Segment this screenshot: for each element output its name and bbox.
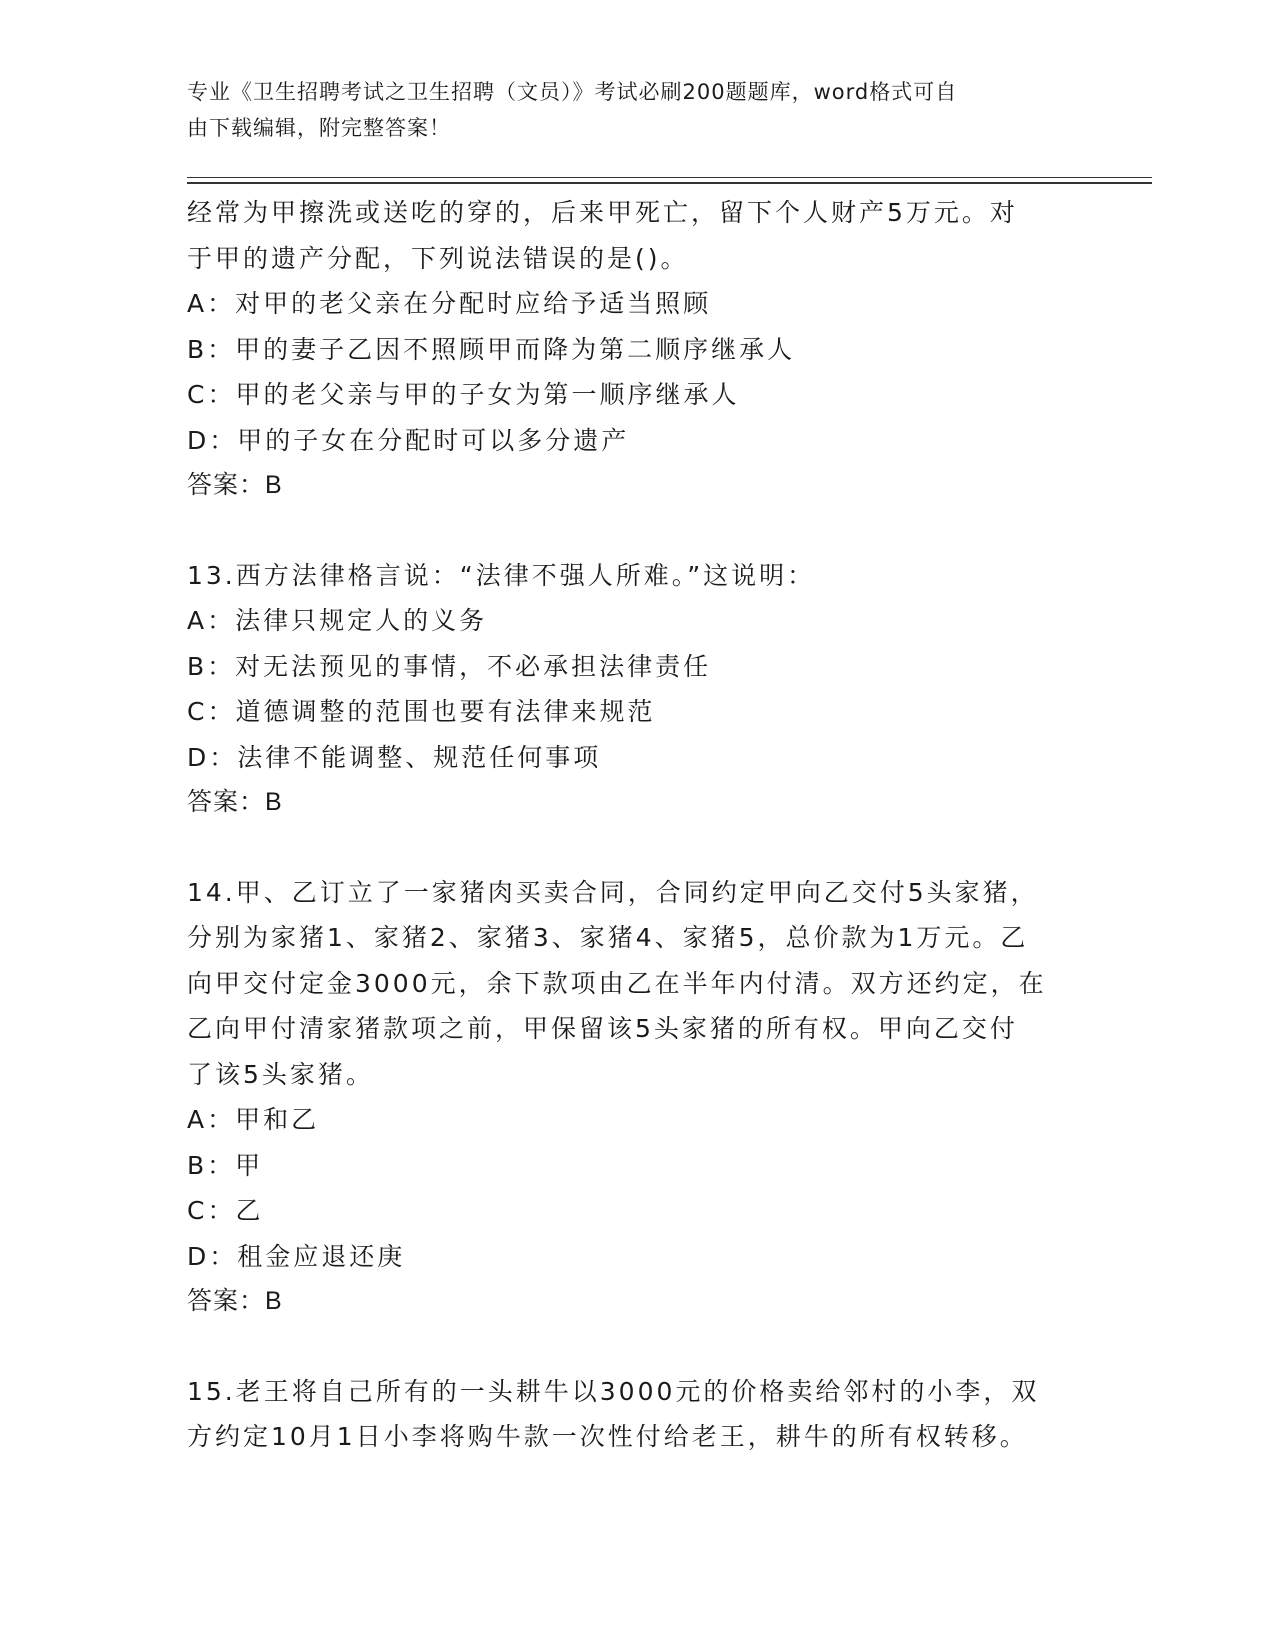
question-stem-line: 经常为甲擦洗或送吃的穿的，后来甲死亡，留下个人财产5万元。对 (187, 198, 1018, 227)
question-stem-line: 了该5头家猪。 (187, 1059, 374, 1089)
question-stem-line: 14.甲、乙订立了一家猪肉买卖合同，合同约定甲向乙交付5头家猪， (187, 877, 1039, 907)
answer-label: 答案：B (187, 1287, 283, 1315)
option-c: C：道德调整的范围也要有法律来规范 (187, 697, 656, 726)
option-b: B：甲的妻子乙因不照顾甲而降为第二顺序继承人 (187, 334, 796, 364)
question-stem-line: 13.西方法律格言说：“法律不强人所难。”这说明： (187, 560, 816, 590)
header-divider-thin (187, 177, 1152, 178)
question-stem-line: 方约定10月1日小李将购牛款一次性付给老王，耕牛的所有权转移。 (187, 1422, 1028, 1451)
document-header (187, 74, 1067, 146)
option-d: D：租金应退还庚 (187, 1241, 406, 1271)
header-line-1: 专业《卫生招聘考试之卫生招聘（文员）》考试必刷200题题库，word格式可自 (187, 80, 958, 104)
option-a: A：对甲的老父亲在分配时应给予适当照顾 (187, 289, 712, 318)
option-c: C：甲的老父亲与甲的子女为第一顺序继承人 (187, 380, 740, 409)
question-15 (187, 1369, 1087, 1460)
option-a: A：法律只规定人的义务 (187, 606, 488, 635)
question-13 (187, 553, 1087, 826)
question-stem-line: 向甲交付定金3000元，余下款项由乙在半年内付清。双方还约定，在 (187, 968, 1047, 998)
question-stem-line: 乙向甲付清家猪款项之前，甲保留该5头家猪的所有权。甲向乙交付 (187, 1014, 1018, 1043)
option-d: D：法律不能调整、规范任何事项 (187, 742, 602, 772)
answer-label: 答案：B (187, 471, 283, 499)
document-body (187, 190, 1087, 1460)
question-stem-line: 分别为家猪1、家猪2、家猪3、家猪4、家猪5，总价款为1万元。乙 (187, 923, 1029, 952)
option-c: C：乙 (187, 1196, 264, 1225)
header-line-2: 由下载编辑，附完整答案！ (187, 116, 451, 140)
question-stem-line: 于甲的遗产分配，下列说法错误的是()。 (187, 243, 689, 273)
question-stem-line: 15.老王将自己所有的一头耕牛以3000元的价格卖给邻村的小李，双 (187, 1376, 1040, 1406)
question-12 (187, 190, 1087, 509)
option-a: A：甲和乙 (187, 1105, 320, 1134)
question-14 (187, 870, 1087, 1325)
option-d: D：甲的子女在分配时可以多分遗产 (187, 425, 630, 455)
option-b: B：甲 (187, 1150, 264, 1180)
answer-label: 答案：B (187, 788, 283, 816)
option-b: B：对无法预见的事情，不必承担法律责任 (187, 651, 712, 681)
header-divider-thick (187, 182, 1152, 184)
